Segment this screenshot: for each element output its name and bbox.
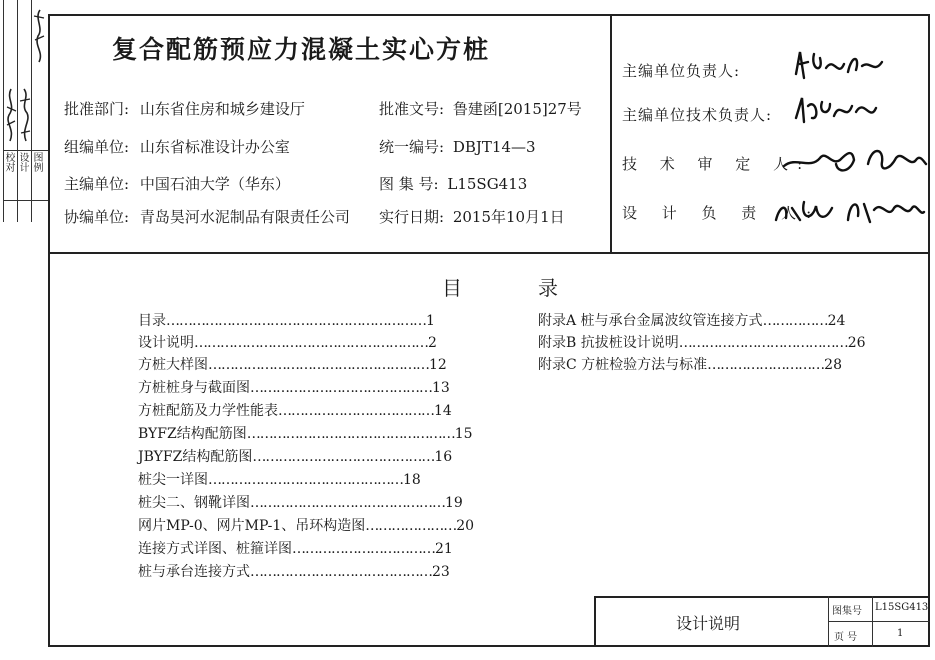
toc-item-page: 19 bbox=[445, 495, 463, 511]
toc-item-title: 桩尖一详图 bbox=[138, 472, 208, 488]
info-effective-date bbox=[379, 206, 565, 227]
toc-item[interactable]: 附录A 桩与承台金属波纹管连接方式……………24 bbox=[538, 310, 845, 330]
staff-role-reviewer: 技 术 审 定 人: bbox=[622, 155, 812, 173]
side-label-check: 校 对 bbox=[5, 153, 16, 174]
toc-item-title: 方桩桩身与截面图 bbox=[138, 380, 250, 396]
info-label: 主编单位: bbox=[64, 175, 130, 193]
page-title: 复合配筋预应力混凝土实心方桩 bbox=[112, 35, 491, 64]
toc-item[interactable]: 连接方式详图、桩箍详图……………………………21 bbox=[138, 538, 453, 558]
toc-item-title: 目录 bbox=[138, 313, 166, 329]
toc-item-page: 13 bbox=[432, 380, 450, 396]
staff-role-tech-chief: 主编单位技术负责人: bbox=[622, 106, 773, 124]
info-label: 统一编号: bbox=[379, 138, 445, 156]
toc-item[interactable]: 网片MP-0、网片MP-1、吊环构造图…………………20 bbox=[138, 515, 474, 535]
info-approval-dept bbox=[64, 98, 305, 119]
toc-item-page: 21 bbox=[435, 541, 453, 557]
signature-reviewer bbox=[780, 140, 930, 182]
page-no-value: 1 bbox=[897, 628, 904, 639]
toc-item-title: 方桩大样图 bbox=[138, 357, 208, 373]
signature-design-lead bbox=[770, 190, 930, 234]
title-block bbox=[594, 596, 930, 647]
info-value: 山东省住房和城乡建设厅 bbox=[139, 100, 305, 118]
toc-item[interactable]: BYFZ结构配筋图…………………………………………15 bbox=[138, 423, 473, 443]
toc-item-page: 26 bbox=[847, 335, 866, 351]
toc-item-page: 15 bbox=[454, 426, 473, 442]
side-signature-2 bbox=[18, 85, 32, 145]
toc-item-title: 附录B 抗拔桩设计说明 bbox=[538, 335, 679, 351]
toc-item-page: 16 bbox=[434, 449, 453, 465]
info-value: 青岛昊河水泥制品有限责任公司 bbox=[139, 208, 350, 226]
toc-item[interactable]: JBYFZ结构配筋图……………………………………16 bbox=[138, 446, 452, 466]
info-value: 鲁建函[2015]27号 bbox=[452, 100, 582, 118]
info-co-editor bbox=[64, 206, 350, 227]
toc-item[interactable]: 附录C 方桩检验方法与标准………………………28 bbox=[538, 354, 842, 374]
info-label: 批准文号: bbox=[379, 100, 445, 118]
toc-item-title: 桩与承台连接方式 bbox=[138, 564, 250, 580]
toc-item-title: 连接方式详图、桩箍详图 bbox=[138, 541, 292, 557]
toc-item[interactable]: 目录……………………………………………………1 bbox=[138, 310, 435, 330]
info-approval-no bbox=[379, 98, 582, 119]
info-value: 中国石油大学（华东） bbox=[139, 175, 290, 193]
signature-chief-unit bbox=[790, 44, 890, 88]
toc-item-title: BYFZ结构配筋图 bbox=[138, 426, 247, 442]
toc-item[interactable]: 设计说明………………………………………………2 bbox=[138, 332, 437, 352]
side-label-design: 设 计 bbox=[19, 153, 30, 174]
toc-item-title: 附录A 桩与承台金属波纹管连接方式 bbox=[538, 313, 763, 329]
header-split-line bbox=[610, 14, 612, 254]
info-atlas-no bbox=[379, 173, 527, 194]
info-organizer bbox=[64, 136, 290, 157]
toc-item-title: 网片MP-0、网片MP-1、吊环构造图 bbox=[138, 518, 366, 534]
toc-item-page: 28 bbox=[824, 357, 842, 373]
staff-role-chief-unit: 主编单位负责人: bbox=[622, 62, 741, 80]
info-value: L15SG413 bbox=[447, 175, 528, 193]
section-title: 设计说明 bbox=[676, 614, 741, 633]
info-label: 实行日期: bbox=[379, 208, 445, 226]
toc-heading-right: 录 bbox=[538, 276, 558, 300]
info-unified-no bbox=[379, 136, 536, 157]
toc-item[interactable]: 方桩大样图……………………………………………12 bbox=[138, 354, 447, 374]
staff-role-design-lead: 设 计 负 责 人: bbox=[622, 204, 822, 222]
toc-item-page: 23 bbox=[432, 564, 450, 580]
info-label: 批准部门: bbox=[64, 100, 130, 118]
toc-item[interactable]: 桩尖一详图………………………………………18 bbox=[138, 469, 421, 489]
toc-item-title: JBYFZ结构配筋图 bbox=[138, 449, 253, 465]
info-label: 协编单位: bbox=[64, 208, 130, 226]
toc-item-page: 20 bbox=[456, 518, 475, 534]
side-signature-1 bbox=[4, 85, 18, 145]
signature-tech-chief bbox=[790, 92, 890, 130]
page-no-label: 页 号 bbox=[834, 632, 858, 643]
info-chief-editor bbox=[64, 173, 290, 194]
toc-heading-left: 目 bbox=[442, 276, 462, 300]
side-binding-strip bbox=[0, 0, 48, 250]
toc-item[interactable]: 方桩配筋及力学性能表………………………………14 bbox=[138, 400, 452, 420]
atlas-no-value: L15SG413 bbox=[875, 602, 929, 613]
side-signature-3 bbox=[32, 6, 46, 66]
info-value: 2015年10月1日 bbox=[452, 208, 565, 226]
toc-item-page: 1 bbox=[426, 313, 435, 329]
toc-item-title: 方桩配筋及力学性能表 bbox=[138, 403, 278, 419]
toc-item[interactable]: 桩与承台连接方式……………………………………23 bbox=[138, 561, 450, 581]
atlas-no-label: 图集号 bbox=[832, 606, 862, 617]
toc-item-title: 设计说明 bbox=[138, 335, 194, 351]
toc-item-page: 18 bbox=[403, 472, 421, 488]
info-label: 组编单位: bbox=[64, 138, 130, 156]
side-label-legend: 图 例 bbox=[33, 153, 44, 174]
info-label: 图 集 号: bbox=[379, 175, 439, 193]
info-value: DBJT14—3 bbox=[452, 138, 536, 156]
toc-item-page: 24 bbox=[827, 313, 846, 329]
toc-item[interactable]: 附录B 抗拔桩设计说明…………………………………26 bbox=[538, 332, 866, 352]
header-bottom-line bbox=[48, 252, 930, 254]
toc-item-title: 桩尖二、钢靴详图 bbox=[138, 495, 250, 511]
info-value: 山东省标准设计办公室 bbox=[139, 138, 290, 156]
toc-item-page: 14 bbox=[434, 403, 452, 419]
toc-item[interactable]: 桩尖二、钢靴详图………………………………………19 bbox=[138, 492, 463, 512]
toc-item-page: 12 bbox=[429, 357, 447, 373]
toc-item-title: 附录C 方桩检验方法与标准 bbox=[538, 357, 708, 373]
toc-item[interactable]: 方桩桩身与截面图……………………………………13 bbox=[138, 377, 450, 397]
toc-item-page: 2 bbox=[428, 335, 437, 351]
